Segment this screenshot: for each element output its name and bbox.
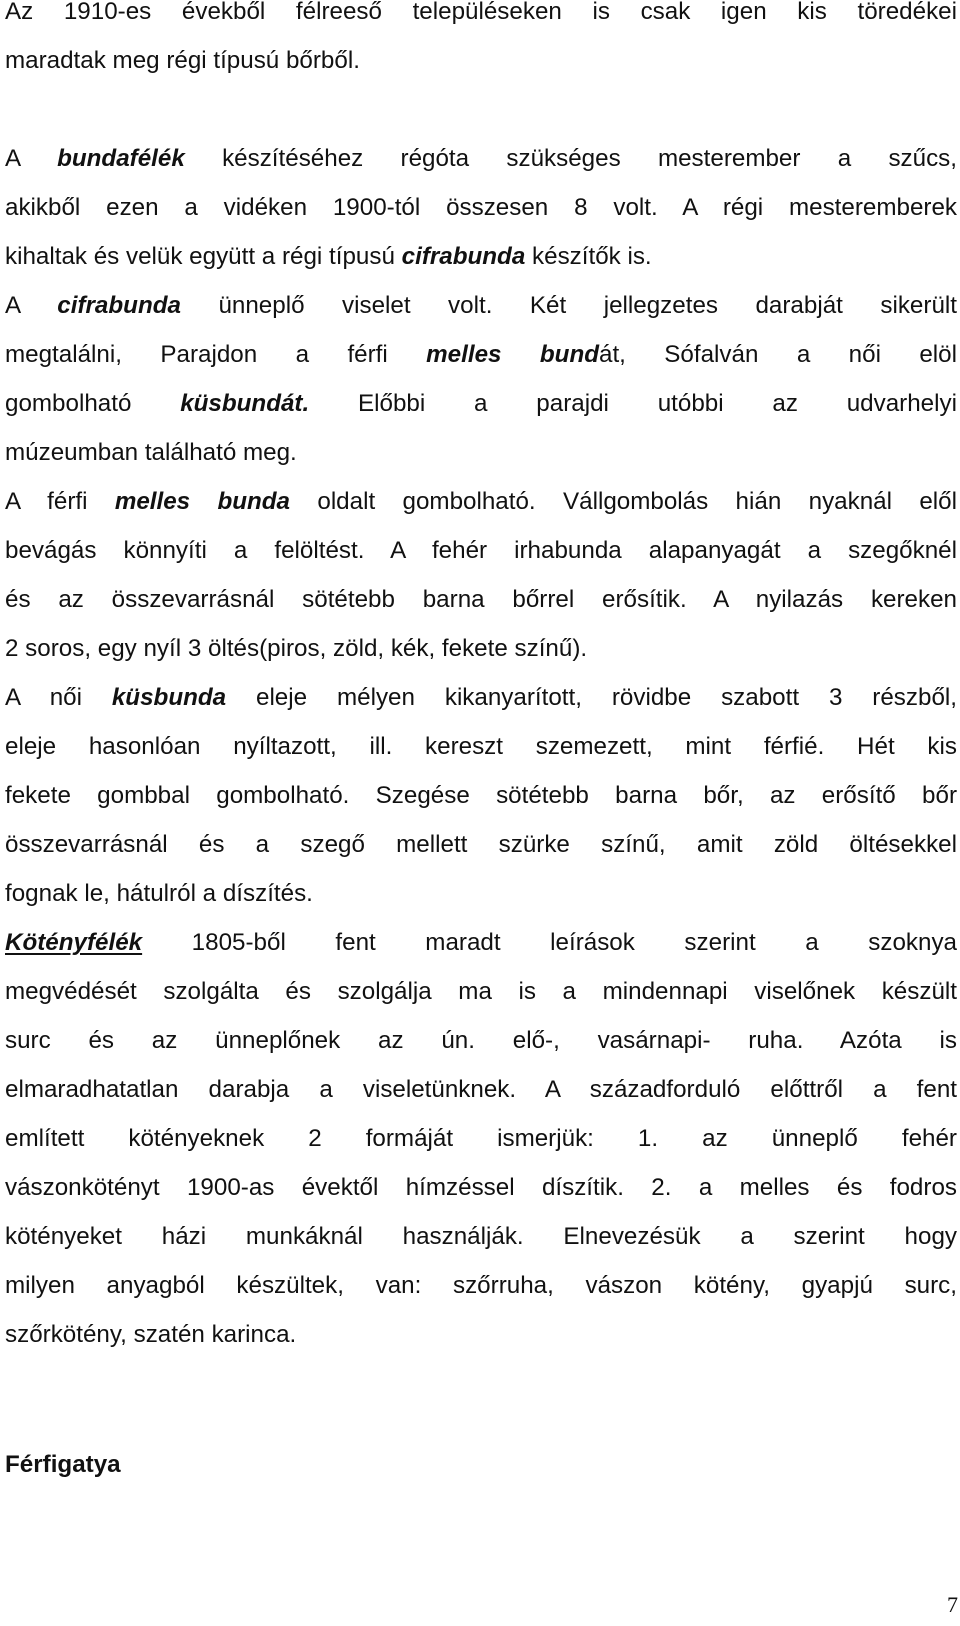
emphasis-term: küsbundát. (180, 390, 310, 417)
text-line (5, 1320, 957, 1370)
emphasis-term: cifrabunda (57, 292, 181, 319)
text-span: Előbbi a parajdi utóbbi az udvarhelyi (309, 390, 957, 417)
text-span: szőrkötény, szatén karinca. (5, 1321, 297, 1348)
emphasis-term: küsbunda (111, 684, 227, 711)
emphasis-term: cifrabunda (401, 243, 526, 270)
text-line (5, 438, 957, 488)
text-span: készítők is. (525, 243, 652, 270)
text-line (5, 193, 957, 243)
text-line (5, 585, 957, 635)
text-span: összevarrásnál és a szegő mellett szürke színű, amit zöld öltésekkel (5, 831, 957, 858)
text-span: A férfi (5, 488, 115, 515)
text-line (5, 1173, 957, 1223)
section-term: Kötényfélék (5, 929, 143, 956)
text-line (5, 1271, 957, 1321)
text-line (5, 1124, 957, 1174)
text-line (5, 977, 957, 1027)
text-span: múzeumban található meg. (5, 439, 297, 466)
text-line (5, 487, 957, 537)
text-span: eleje mélyen kikanyarított, rövidbe szabott 3 részből, (226, 684, 957, 711)
text-span: említett kötényeknek 2 formáját ismerjük: 1. az ünneplő fehér (5, 1125, 957, 1152)
text-span: elmaradhatatlan darabja a viseletünknek. A századforduló előttről a fent (5, 1076, 957, 1103)
text-line (5, 46, 957, 96)
text-span: megtalálni, Parajdon a férfi (5, 341, 427, 368)
text-span: vászonkötényt 1900-as évektől hímzéssel díszítik. 2. a melles és fodros (5, 1174, 957, 1201)
text-line (5, 389, 957, 439)
text-line (5, 1222, 957, 1272)
text-span: A (5, 292, 58, 319)
text-span: és az összevarrásnál sötétebb barna bőrrel erősítik. A nyilazás kereken (5, 586, 957, 613)
text-line (5, 0, 957, 47)
text-line (5, 879, 957, 929)
text-line (5, 928, 957, 978)
text-span: akikből ezen a vidéken 1900-tól összesen 8 volt. A régi mesteremberek (5, 194, 957, 221)
text-line (5, 1026, 957, 1076)
text-line (5, 242, 957, 292)
text-span: A női (5, 684, 112, 711)
text-span: megvédését szolgálta és szolgálja ma is a mindennapi viselőnek készült (5, 978, 957, 1005)
text-span: milyen anyagból készültek, van: szőrruha, vászon kötény, gyapjú surc, (5, 1272, 957, 1299)
text-span: 1805-ből fent maradt leírások szerint a szoknya (142, 929, 957, 956)
emphasis-term: melles (426, 341, 502, 368)
text-line (5, 634, 957, 684)
page-number: 7 (947, 1592, 958, 1617)
text-line (5, 291, 957, 341)
text-span: fekete gombbal gombolható. Szegése sötétebb barna bőr, az erősítő bőr (5, 782, 957, 809)
text-span: gombolható (5, 390, 181, 417)
emphasis-term: bund (539, 341, 599, 368)
section-heading: Férfigatya (5, 1451, 121, 1478)
text-line (5, 144, 957, 194)
text-span: készítéséhez régóta szükséges mesterember a szűcs, (184, 145, 957, 172)
text-span: A (5, 145, 58, 172)
text-span: maradtak meg régi típusú bőrből. (5, 47, 360, 74)
emphasis-term: bundafélék (57, 145, 185, 172)
text-span (501, 341, 539, 368)
text-span: kihaltak és velük együtt a régi típusú (5, 243, 402, 270)
text-line (5, 1075, 957, 1125)
text-span: oldalt gombolható. Vállgombolás hián nyaknál elől (290, 488, 957, 515)
text-line (5, 781, 957, 831)
text-span: eleje hasonlóan nyíltazott, ill. kereszt szemezett, mint férfié. Hét kis (5, 733, 957, 760)
text-span: 2 soros, egy nyíl 3 öltés(piros, zöld, kék, fekete színű). (5, 635, 588, 662)
text-line (5, 536, 957, 586)
text-span: ünneplő viselet volt. Két jellegzetes darabját sikerült (180, 292, 957, 319)
text-span: surc és az ünneplőnek az ún. elő-, vasárnapi- ruha. Azóta is (5, 1027, 957, 1054)
text-span: fognak le, hátulról a díszítés. (5, 880, 313, 907)
text-span: át, Sófalván a női elöl (599, 341, 957, 368)
text-span: kötényeket házi munkáknál használják. Elnevezésük a szerint hogy (5, 1223, 957, 1250)
text-line (5, 683, 957, 733)
text-line (5, 830, 957, 880)
emphasis-term: melles bunda (114, 488, 291, 515)
text-span: bevágás könnyíti a felöltést. A fehér irhabunda alapanyagát a szegőknél (5, 537, 957, 564)
text-line (5, 340, 957, 390)
text-line (5, 732, 957, 782)
text-span: Az 1910-es évekből félreeső településeken is csak igen kis töredékei (5, 0, 957, 25)
